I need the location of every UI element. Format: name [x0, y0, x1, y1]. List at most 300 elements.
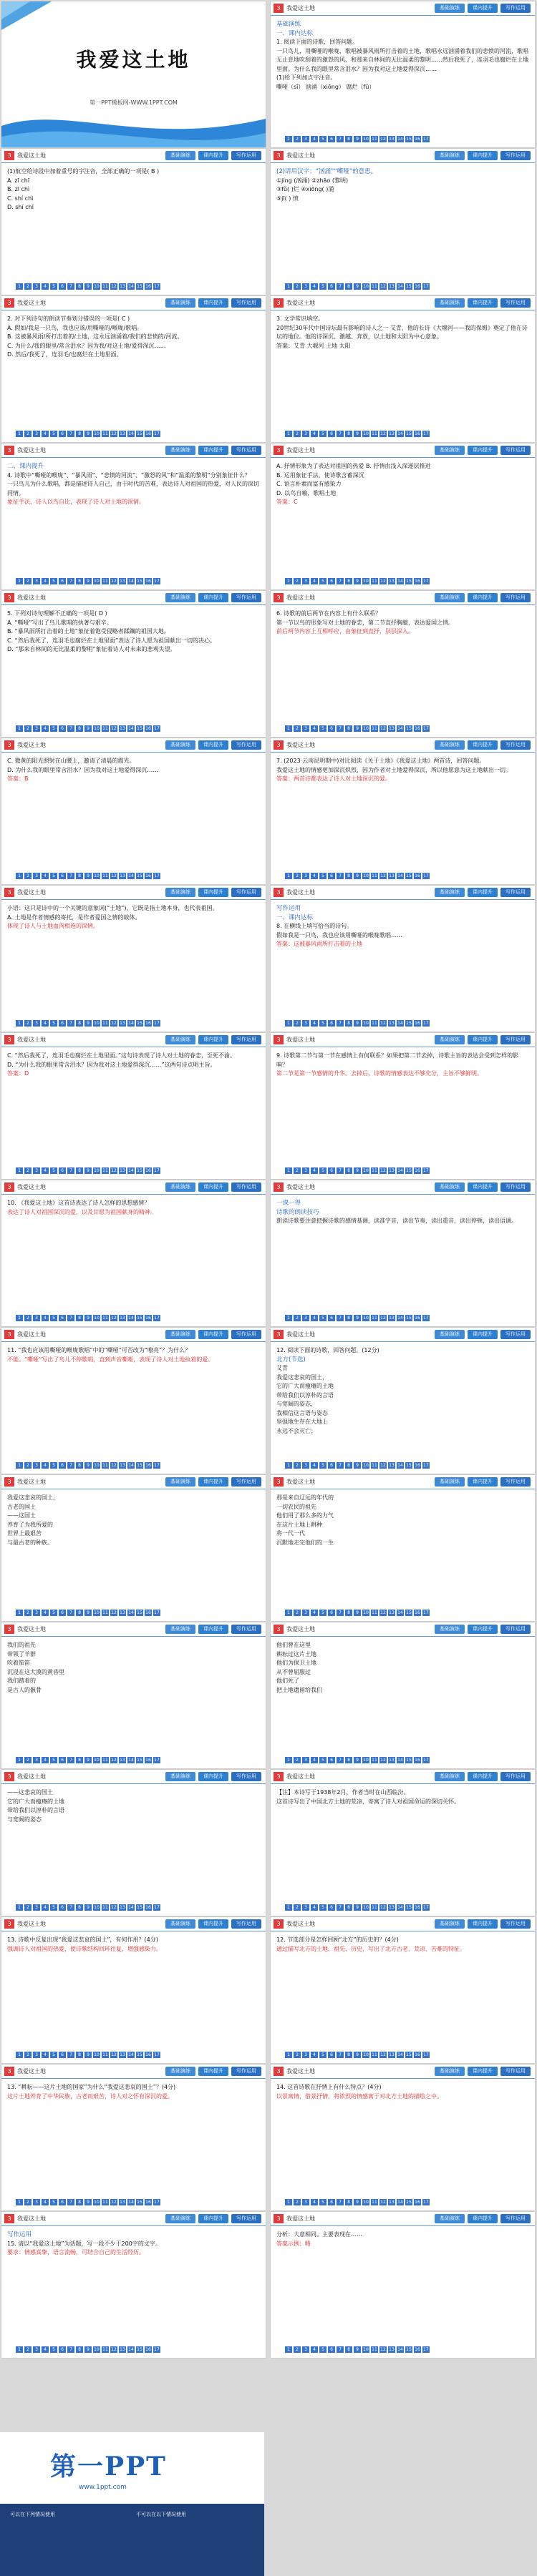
question-number-button[interactable]: 11	[372, 726, 377, 731]
question-number-button[interactable]: 17	[423, 1758, 429, 1763]
nav-button-improve[interactable]: 课内提升	[198, 1772, 228, 1781]
question-number-button[interactable]: 3	[302, 2052, 309, 2058]
question-number-button[interactable]: 11	[102, 726, 108, 731]
question-number-button[interactable]: 7	[67, 283, 74, 290]
question-number-button[interactable]: 3	[33, 431, 40, 437]
question-number-button[interactable]: 6	[59, 1462, 66, 1469]
question-number-button[interactable]: 8	[76, 1904, 83, 1911]
nav-button-basic[interactable]: 基础演练	[435, 740, 465, 750]
question-number-button[interactable]: 8	[76, 1610, 83, 1616]
question-number-button[interactable]: 2	[24, 725, 32, 732]
question-number-button[interactable]: 16	[415, 431, 420, 436]
question-number-button[interactable]: 7	[337, 725, 344, 732]
question-number-button[interactable]: 9	[84, 725, 92, 732]
question-number-button[interactable]: 4	[311, 2346, 318, 2353]
question-number-button[interactable]: 14	[128, 579, 134, 584]
question-number-button[interactable]: 13	[389, 2052, 395, 2057]
question-number-button[interactable]: 3	[33, 2052, 40, 2058]
question-number-button[interactable]: 17	[154, 284, 160, 289]
question-number-button[interactable]: 15	[137, 2052, 142, 2057]
question-number-button[interactable]: 3	[302, 1904, 309, 1911]
question-number-button[interactable]: 16	[415, 1610, 420, 1615]
nav-button-basic[interactable]: 基础演练	[165, 1919, 195, 1929]
question-number-button[interactable]: 12	[111, 726, 117, 731]
question-number-button[interactable]: 8	[345, 1757, 352, 1763]
nav-button-basic[interactable]: 基础演练	[165, 2067, 195, 2076]
question-number-button[interactable]: 4	[311, 1610, 318, 1616]
question-number-button[interactable]: 17	[423, 431, 429, 436]
nav-button-writing[interactable]: 写作运用	[500, 1330, 531, 1339]
question-number-button[interactable]: 4	[311, 136, 318, 142]
question-number-button[interactable]: 7	[337, 2199, 344, 2205]
question-number-button[interactable]: 4	[311, 1020, 318, 1027]
question-number-button[interactable]: 15	[406, 1758, 412, 1763]
question-number-button[interactable]: 16	[145, 2052, 151, 2057]
question-number-button[interactable]: 3	[302, 578, 309, 584]
question-number-button[interactable]: 15	[406, 2052, 412, 2057]
question-number-button[interactable]: 17	[423, 2200, 429, 2205]
question-number-button[interactable]: 6	[328, 1167, 335, 1174]
question-number-button[interactable]: 14	[128, 1610, 134, 1615]
question-number-button[interactable]: 6	[59, 1757, 66, 1763]
question-number-button[interactable]: 14	[128, 2200, 134, 2205]
question-number-button[interactable]: 17	[423, 873, 429, 878]
question-number-button[interactable]: 5	[50, 1020, 57, 1027]
question-number-button[interactable]: 12	[380, 1168, 386, 1173]
question-number-button[interactable]: 17	[154, 726, 160, 731]
question-number-button[interactable]: 9	[354, 1167, 361, 1174]
question-number-button[interactable]: 17	[154, 1168, 160, 1173]
brand-url[interactable]: www.1ppt.com	[79, 2484, 127, 2491]
question-number-button[interactable]: 16	[145, 431, 151, 436]
question-number-button[interactable]: 6	[328, 725, 335, 732]
question-number-button[interactable]: 7	[67, 1462, 74, 1469]
question-number-button[interactable]: 11	[102, 873, 108, 878]
nav-button-writing[interactable]: 写作运用	[231, 2214, 261, 2223]
question-number-button[interactable]: 8	[76, 873, 83, 879]
nav-button-improve[interactable]: 课内提升	[198, 1182, 228, 1192]
question-number-button[interactable]: 11	[372, 1316, 377, 1321]
question-number-button[interactable]: 3	[302, 725, 309, 732]
question-number-button[interactable]: 8	[76, 283, 83, 290]
question-number-button[interactable]: 8	[345, 1020, 352, 1027]
nav-button-improve[interactable]: 课内提升	[468, 1919, 498, 1929]
nav-button-writing[interactable]: 写作运用	[231, 151, 261, 160]
question-number-button[interactable]: 3	[33, 1904, 40, 1911]
question-number-button[interactable]: 12	[111, 1758, 117, 1763]
nav-button-improve[interactable]: 课内提升	[468, 1772, 498, 1781]
question-number-button[interactable]: 5	[50, 1315, 57, 1321]
question-number-button[interactable]: 1	[285, 2052, 292, 2058]
question-number-button[interactable]: 6	[328, 873, 335, 879]
question-number-button[interactable]: 2	[294, 2199, 301, 2205]
question-number-button[interactable]: 17	[154, 1316, 160, 1321]
nav-button-basic[interactable]: 基础演练	[165, 1182, 195, 1192]
question-number-button[interactable]: 13	[120, 1905, 125, 1910]
question-number-button[interactable]: 13	[389, 1610, 395, 1615]
question-number-button[interactable]: 9	[354, 283, 361, 290]
question-number-button[interactable]: 14	[397, 137, 403, 142]
question-number-button[interactable]: 17	[154, 2052, 160, 2057]
question-number-button[interactable]: 10	[363, 2200, 369, 2205]
nav-button-improve[interactable]: 课内提升	[198, 1625, 228, 1634]
nav-button-basic[interactable]: 基础演练	[435, 2214, 465, 2223]
question-number-button[interactable]: 16	[145, 1758, 151, 1763]
question-number-button[interactable]: 1	[285, 1315, 292, 1321]
question-number-button[interactable]: 4	[311, 873, 318, 879]
nav-button-basic[interactable]: 基础演练	[435, 4, 465, 13]
question-number-button[interactable]: 9	[354, 136, 361, 142]
question-number-button[interactable]: 10	[94, 726, 100, 731]
question-number-button[interactable]: 14	[128, 1463, 134, 1468]
question-number-button[interactable]: 2	[294, 136, 301, 142]
question-number-button[interactable]: 8	[345, 2346, 352, 2353]
question-number-button[interactable]: 16	[415, 873, 420, 878]
question-number-button[interactable]: 4	[311, 1167, 318, 1174]
question-number-button[interactable]: 16	[415, 579, 420, 584]
question-number-button[interactable]: 13	[389, 2347, 395, 2352]
question-number-button[interactable]: 1	[16, 1610, 23, 1616]
nav-button-basic[interactable]: 基础演练	[165, 1330, 195, 1339]
question-number-button[interactable]: 9	[354, 2052, 361, 2058]
question-number-button[interactable]: 2	[24, 431, 32, 437]
question-number-button[interactable]: 2	[24, 1315, 32, 1321]
question-number-button[interactable]: 3	[33, 1315, 40, 1321]
question-number-button[interactable]: 15	[406, 431, 412, 436]
question-number-button[interactable]: 5	[319, 1315, 326, 1321]
question-number-button[interactable]: 4	[311, 725, 318, 732]
nav-button-improve[interactable]: 课内提升	[468, 2067, 498, 2076]
question-number-button[interactable]: 11	[372, 2052, 377, 2057]
nav-button-basic[interactable]: 基础演练	[165, 298, 195, 308]
question-number-button[interactable]: 2	[294, 1020, 301, 1027]
nav-button-writing[interactable]: 写作运用	[500, 1035, 531, 1044]
question-number-button[interactable]: 13	[389, 1905, 395, 1910]
question-number-button[interactable]: 15	[137, 431, 142, 436]
question-number-button[interactable]: 10	[94, 1021, 100, 1026]
question-number-button[interactable]: 7	[67, 2199, 74, 2205]
question-number-button[interactable]: 14	[397, 284, 403, 289]
question-number-button[interactable]: 4	[42, 431, 49, 437]
question-number-button[interactable]: 17	[423, 1168, 429, 1173]
question-number-button[interactable]: 17	[154, 579, 160, 584]
question-number-button[interactable]: 5	[50, 283, 57, 290]
question-number-button[interactable]: 6	[59, 725, 66, 732]
question-number-button[interactable]: 14	[397, 1316, 403, 1321]
question-number-button[interactable]: 3	[302, 431, 309, 437]
question-number-button[interactable]: 4	[42, 578, 49, 584]
question-number-button[interactable]: 17	[154, 2200, 160, 2205]
question-number-button[interactable]: 6	[328, 1757, 335, 1763]
question-number-button[interactable]: 12	[111, 1463, 117, 1468]
question-number-button[interactable]: 12	[380, 1905, 386, 1910]
question-number-button[interactable]: 6	[328, 136, 335, 142]
question-number-button[interactable]: 17	[423, 579, 429, 584]
question-number-button[interactable]: 11	[372, 1610, 377, 1615]
nav-button-writing[interactable]: 写作运用	[500, 2214, 531, 2223]
question-number-button[interactable]: 8	[345, 431, 352, 437]
question-number-button[interactable]: 5	[319, 431, 326, 437]
question-number-button[interactable]: 8	[76, 578, 83, 584]
question-number-button[interactable]: 7	[337, 431, 344, 437]
nav-button-basic[interactable]: 基础演练	[435, 593, 465, 602]
nav-button-improve[interactable]: 课内提升	[468, 151, 498, 160]
question-number-button[interactable]: 10	[363, 2347, 369, 2352]
question-number-button[interactable]: 7	[337, 1167, 344, 1174]
question-number-button[interactable]: 6	[328, 1610, 335, 1616]
question-number-button[interactable]: 10	[363, 1610, 369, 1615]
question-number-button[interactable]: 5	[50, 431, 57, 437]
question-number-button[interactable]: 14	[128, 726, 134, 731]
question-number-button[interactable]: 15	[137, 2200, 142, 2205]
question-number-button[interactable]: 2	[24, 1757, 32, 1763]
question-number-button[interactable]: 6	[59, 431, 66, 437]
question-number-button[interactable]: 5	[319, 1610, 326, 1616]
question-number-button[interactable]: 14	[128, 1905, 134, 1910]
question-number-button[interactable]: 11	[102, 579, 108, 584]
question-number-button[interactable]: 11	[102, 1463, 108, 1468]
question-number-button[interactable]: 8	[345, 2052, 352, 2058]
nav-button-basic[interactable]: 基础演练	[435, 888, 465, 897]
question-number-button[interactable]: 10	[94, 2347, 100, 2352]
question-number-button[interactable]: 8	[76, 2199, 83, 2205]
nav-button-basic[interactable]: 基础演练	[165, 740, 195, 750]
nav-button-basic[interactable]: 基础演练	[435, 1330, 465, 1339]
question-number-button[interactable]: 8	[76, 431, 83, 437]
question-number-button[interactable]: 15	[137, 1168, 142, 1173]
question-number-button[interactable]: 3	[33, 1757, 40, 1763]
nav-button-basic[interactable]: 基础演练	[165, 1035, 195, 1044]
question-number-button[interactable]: 2	[294, 2052, 301, 2058]
question-number-button[interactable]: 3	[33, 578, 40, 584]
question-number-button[interactable]: 13	[389, 1758, 395, 1763]
question-number-button[interactable]: 14	[128, 2347, 134, 2352]
question-number-button[interactable]: 10	[363, 1905, 369, 1910]
question-number-button[interactable]: 1	[285, 578, 292, 584]
question-number-button[interactable]: 6	[59, 578, 66, 584]
question-number-button[interactable]: 7	[67, 1167, 74, 1174]
question-number-button[interactable]: 9	[354, 1315, 361, 1321]
nav-button-improve[interactable]: 课内提升	[468, 1477, 498, 1487]
question-number-button[interactable]: 4	[311, 578, 318, 584]
question-number-button[interactable]: 17	[423, 2052, 429, 2057]
question-number-button[interactable]: 2	[294, 1757, 301, 1763]
question-number-button[interactable]: 17	[154, 2347, 160, 2352]
question-number-button[interactable]: 3	[302, 1020, 309, 1027]
nav-button-basic[interactable]: 基础演练	[165, 888, 195, 897]
question-number-button[interactable]: 9	[354, 1610, 361, 1616]
nav-button-improve[interactable]: 课内提升	[198, 298, 228, 308]
question-number-button[interactable]: 7	[337, 578, 344, 584]
question-number-button[interactable]: 15	[406, 1905, 412, 1910]
question-number-button[interactable]: 11	[102, 1316, 108, 1321]
question-number-button[interactable]: 1	[16, 1904, 23, 1911]
question-number-button[interactable]: 14	[128, 431, 134, 436]
question-number-button[interactable]: 17	[154, 431, 160, 436]
question-number-button[interactable]: 4	[42, 1315, 49, 1321]
question-number-button[interactable]: 7	[67, 431, 74, 437]
question-number-button[interactable]: 17	[423, 1463, 429, 1468]
question-number-button[interactable]: 2	[24, 873, 32, 879]
nav-button-improve[interactable]: 课内提升	[198, 1330, 228, 1339]
question-number-button[interactable]: 13	[120, 2347, 125, 2352]
question-number-button[interactable]: 16	[415, 1316, 420, 1321]
question-number-button[interactable]: 16	[415, 1463, 420, 1468]
question-number-button[interactable]: 9	[354, 1462, 361, 1469]
question-number-button[interactable]: 1	[285, 283, 292, 290]
question-number-button[interactable]: 13	[389, 873, 395, 878]
question-number-button[interactable]: 7	[337, 283, 344, 290]
question-number-button[interactable]: 6	[59, 1904, 66, 1911]
nav-button-writing[interactable]: 写作运用	[231, 740, 261, 750]
question-number-button[interactable]: 13	[389, 284, 395, 289]
question-number-button[interactable]: 13	[120, 579, 125, 584]
question-number-button[interactable]: 17	[154, 1905, 160, 1910]
question-number-button[interactable]: 7	[67, 873, 74, 879]
question-number-button[interactable]: 12	[111, 431, 117, 436]
question-number-button[interactable]: 11	[102, 431, 108, 436]
question-number-button[interactable]: 4	[42, 1757, 49, 1763]
question-number-button[interactable]: 9	[354, 1904, 361, 1911]
question-number-button[interactable]: 13	[120, 1610, 125, 1615]
question-number-button[interactable]: 9	[84, 431, 92, 437]
question-number-button[interactable]: 17	[423, 726, 429, 731]
question-number-button[interactable]: 6	[328, 2052, 335, 2058]
question-number-button[interactable]: 4	[311, 2199, 318, 2205]
question-number-button[interactable]: 14	[397, 726, 403, 731]
question-number-button[interactable]: 11	[372, 579, 377, 584]
nav-button-basic[interactable]: 基础演练	[435, 1625, 465, 1634]
question-number-button[interactable]: 15	[137, 1316, 142, 1321]
nav-button-improve[interactable]: 课内提升	[198, 1919, 228, 1929]
question-number-button[interactable]: 4	[42, 1610, 49, 1616]
question-number-button[interactable]: 8	[76, 1315, 83, 1321]
question-number-button[interactable]: 6	[59, 2346, 66, 2353]
nav-button-writing[interactable]: 写作运用	[500, 1772, 531, 1781]
question-number-button[interactable]: 10	[94, 431, 100, 436]
question-number-button[interactable]: 14	[397, 1463, 403, 1468]
question-number-button[interactable]: 17	[423, 1905, 429, 1910]
question-number-button[interactable]: 12	[111, 1610, 117, 1615]
question-number-button[interactable]: 11	[372, 431, 377, 436]
question-number-button[interactable]: 13	[389, 726, 395, 731]
question-number-button[interactable]: 16	[145, 579, 151, 584]
question-number-button[interactable]: 10	[363, 431, 369, 436]
question-number-button[interactable]: 16	[145, 1316, 151, 1321]
question-number-button[interactable]: 10	[94, 873, 100, 878]
question-number-button[interactable]: 1	[16, 1167, 23, 1174]
question-number-button[interactable]: 15	[406, 579, 412, 584]
question-number-button[interactable]: 3	[302, 1315, 309, 1321]
question-number-button[interactable]: 14	[397, 2052, 403, 2057]
question-number-button[interactable]: 1	[285, 725, 292, 732]
question-number-button[interactable]: 13	[120, 2052, 125, 2057]
question-number-button[interactable]: 1	[285, 2199, 292, 2205]
question-number-button[interactable]: 5	[50, 578, 57, 584]
question-number-button[interactable]: 1	[285, 136, 292, 142]
question-number-button[interactable]: 11	[102, 1021, 108, 1026]
nav-button-basic[interactable]: 基础演练	[435, 1477, 465, 1487]
question-number-button[interactable]: 8	[345, 725, 352, 732]
question-number-button[interactable]: 11	[102, 2052, 108, 2057]
nav-button-improve[interactable]: 课内提升	[198, 446, 228, 455]
question-number-button[interactable]: 3	[302, 873, 309, 879]
question-number-button[interactable]: 4	[42, 725, 49, 732]
question-number-button[interactable]: 12	[380, 726, 386, 731]
question-number-button[interactable]: 13	[120, 431, 125, 436]
question-number-button[interactable]: 16	[145, 2347, 151, 2352]
question-number-button[interactable]: 8	[76, 725, 83, 732]
question-number-button[interactable]: 15	[406, 1610, 412, 1615]
question-number-button[interactable]: 10	[363, 137, 369, 142]
question-number-button[interactable]: 6	[328, 1904, 335, 1911]
question-number-button[interactable]: 7	[67, 1757, 74, 1763]
question-number-button[interactable]: 17	[423, 2347, 429, 2352]
question-number-button[interactable]: 3	[33, 283, 40, 290]
question-number-button[interactable]: 4	[311, 283, 318, 290]
nav-button-improve[interactable]: 课内提升	[468, 446, 498, 455]
question-number-button[interactable]: 15	[406, 1168, 412, 1173]
question-number-button[interactable]: 2	[24, 578, 32, 584]
question-number-button[interactable]: 6	[328, 2199, 335, 2205]
question-number-button[interactable]: 11	[372, 284, 377, 289]
question-number-button[interactable]: 11	[372, 873, 377, 878]
question-number-button[interactable]: 12	[111, 2347, 117, 2352]
question-number-button[interactable]: 14	[397, 1905, 403, 1910]
question-number-button[interactable]: 2	[24, 2052, 32, 2058]
question-number-button[interactable]: 12	[111, 1316, 117, 1321]
nav-button-writing[interactable]: 写作运用	[231, 298, 261, 308]
question-number-button[interactable]: 9	[84, 1167, 92, 1174]
question-number-button[interactable]: 1	[16, 283, 23, 290]
question-number-button[interactable]: 8	[76, 2052, 83, 2058]
nav-button-improve[interactable]: 课内提升	[468, 1330, 498, 1339]
question-number-button[interactable]: 10	[363, 726, 369, 731]
question-number-button[interactable]: 7	[337, 1020, 344, 1027]
question-number-button[interactable]: 7	[337, 2052, 344, 2058]
question-number-button[interactable]: 1	[16, 1020, 23, 1027]
question-number-button[interactable]: 4	[42, 283, 49, 290]
question-number-button[interactable]: 15	[406, 873, 412, 878]
question-number-button[interactable]: 3	[302, 2346, 309, 2353]
question-number-button[interactable]: 14	[397, 1758, 403, 1763]
question-number-button[interactable]: 7	[337, 1904, 344, 1911]
question-number-button[interactable]: 2	[294, 578, 301, 584]
question-number-button[interactable]: 14	[128, 1021, 134, 1026]
question-number-button[interactable]: 11	[372, 1021, 377, 1026]
question-number-button[interactable]: 2	[294, 2346, 301, 2353]
question-number-button[interactable]: 17	[423, 137, 429, 142]
question-number-button[interactable]: 12	[380, 2200, 386, 2205]
question-number-button[interactable]: 1	[285, 1904, 292, 1911]
question-number-button[interactable]: 11	[102, 1610, 108, 1615]
question-number-button[interactable]: 2	[294, 1167, 301, 1174]
question-number-button[interactable]: 6	[59, 2052, 66, 2058]
question-number-button[interactable]: 13	[389, 579, 395, 584]
question-number-button[interactable]: 4	[311, 1462, 318, 1469]
question-number-button[interactable]: 10	[363, 1463, 369, 1468]
question-number-button[interactable]: 9	[84, 2346, 92, 2353]
question-number-button[interactable]: 16	[145, 1610, 151, 1615]
nav-button-basic[interactable]: 基础演练	[435, 1919, 465, 1929]
question-number-button[interactable]: 1	[285, 431, 292, 437]
nav-button-improve[interactable]: 课内提升	[468, 740, 498, 750]
nav-button-improve[interactable]: 课内提升	[468, 298, 498, 308]
question-number-button[interactable]: 13	[120, 873, 125, 878]
question-number-button[interactable]: 16	[145, 1021, 151, 1026]
question-number-button[interactable]: 5	[319, 283, 326, 290]
question-number-button[interactable]: 1	[285, 2346, 292, 2353]
